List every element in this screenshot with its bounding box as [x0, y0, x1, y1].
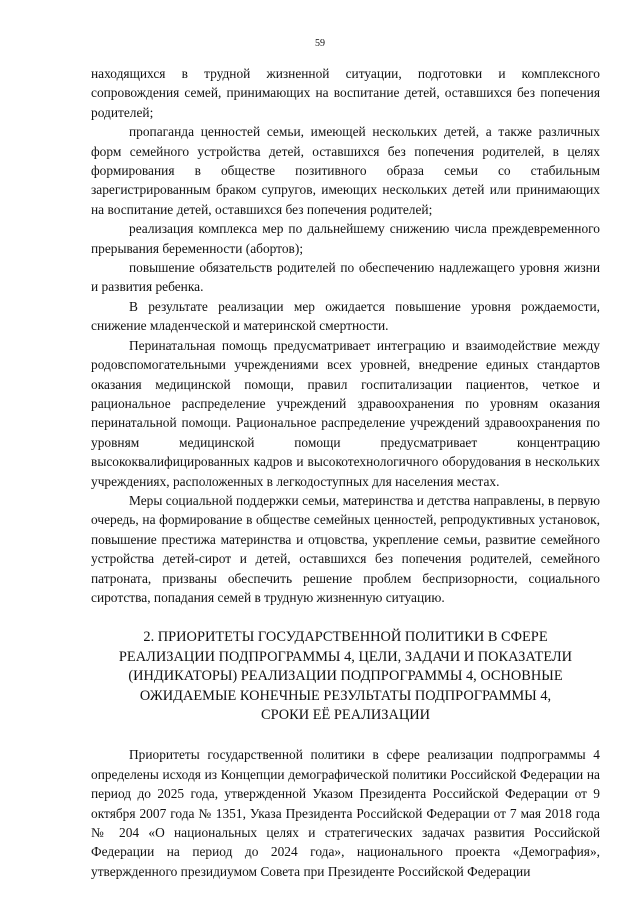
section-heading-line-2: РЕАЛИЗАЦИИ ПОДПРОГРАММЫ 4, ЦЕЛИ, ЗАДАЧИ И ПОКАЗАТЕЛИ	[118, 648, 573, 665]
page-number: 59	[315, 38, 325, 49]
paragraph-1: находящихся в трудной жизненной ситуации, подготовки и комплексного сопровождения семей, принимающих на воспитание детей, оставшихся без попечения родителей;	[91, 66, 600, 120]
paragraph-4: повышение обязательств родителей по обеспечению надлежащего уровня жизни и развития ребенка.	[91, 260, 600, 295]
section-heading-line-4: ОЖИДАЕМЫЕ КОНЕЧНЫЕ РЕЗУЛЬТАТЫ ПОДПРОГРАММЫ 4,	[139, 687, 552, 704]
paragraph-5: В результате реализации мер ожидается повышение уровня рождаемости, снижение младенческой и материнской смертности.	[91, 298, 600, 334]
section-heading-line-1: 2. ПРИОРИТЕТЫ ГОСУДАРСТВЕННОЙ ПОЛИТИКИ В СФЕРЕ	[143, 629, 548, 646]
section-heading-line-5: СРОКИ ЕЁ РЕАЛИЗАЦИИ	[260, 707, 431, 723]
section-heading	[91, 628, 600, 725]
section-heading-line-3: (ИНДИКАТОРЫ) РЕАЛИЗАЦИИ ПОДПРОГРАММЫ 4, ОСНОВНЫЕ	[128, 668, 563, 685]
paragraph-2: пропаганда ценностей семьи, имеющей нескольких детей, а также различных форм семейного устройства детей, оставшихся без попечения родителей, в целях формирования в обществе позитивного образа семьи со стабильным зарегистрированным браком супругов, имеющих нескольких детей или принимающих на воспитание детей, оставшихся без попечения родителей;	[91, 124, 600, 217]
paragraph-6: Перинатальная помощь предусматривает интеграцию и взаимодействие между родовспомогательными учреждениями всех уровней, внедрение единых стандартов оказания медицинской помощи, правил госпитализации пациентов, четкое и рациональное распределение учреждений здравоохранения по уровням оказания перинатальной помощи. Рациональное распределение учреждений здравоохранения по уровням медицинской помощи предусматривает концентрацию высококвалифицированных кадров и высокотехнологичного оборудования в нескольких учреждениях, расположенных в легкодоступных для населения местах.	[91, 337, 600, 489]
document-body	[91, 64, 600, 881]
paragraph-7: Меры социальной поддержки семьи, материнства и детства направлены, в первую очередь, на формирование в обществе семейных ценностей, репродуктивных установок, повышение престижа материнства и отцовства, укрепление семьи, развитие семейного устройства детей-сирот и детей, оставшихся без попечения родителей, семейного патроната, призваны обеспечить решение проблем беспризорности, социального сиротства, попадания семей в трудную жизненную ситуацию.	[91, 492, 600, 605]
paragraph-3: реализация комплекса мер по дальнейшему снижению числа преждевременного прерывания беременности (абортов);	[91, 221, 600, 256]
paragraph-8: Приоритеты государственной политики в сфере реализации подпрограммы 4 определены исходя из Концепции демографической политики Российской Федерации на период до 2025 года, утвержденной Указом Президента Российской Федерации от 9 октября 2007 года № 1351, Указа Президента Российской Федерации от 7 мая 2018 года № 204 «О национальных целях и стратегических задачах развития Российской Федерации на период до 2024 года», национального проекта «Демография», утвержденного президиумом Совета при Президенте Российской Федерации	[91, 747, 600, 879]
